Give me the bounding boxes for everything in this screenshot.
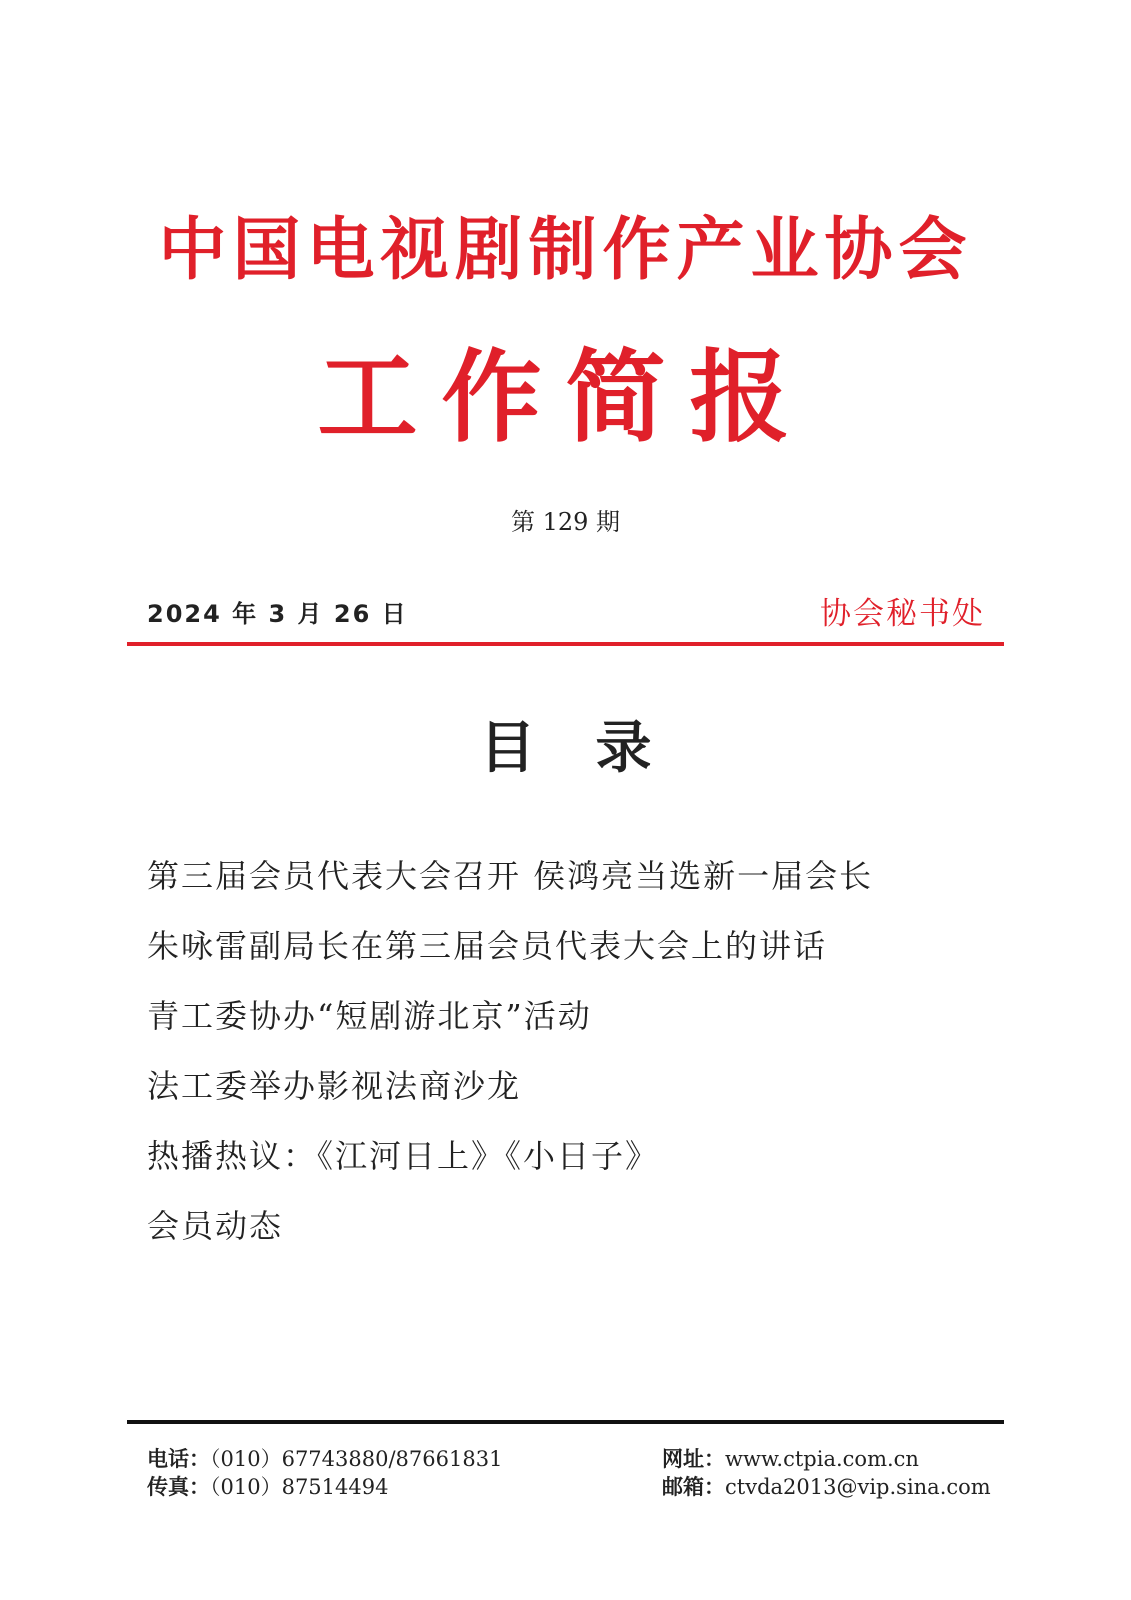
phone-value: （010）67743880/87661831 xyxy=(210,1447,503,1471)
toc-item: 第三届会员代表大会召开 侯鸿亮当选新一届会长 xyxy=(147,857,874,895)
fax-label: 传真： xyxy=(147,1474,210,1499)
issue-number: 第 129 期 xyxy=(510,508,621,536)
phone-line xyxy=(147,1445,502,1473)
email-label: 邮箱： xyxy=(662,1474,725,1499)
toc-item: 青工委协办“短剧游北京”活动 xyxy=(147,997,592,1035)
issuer-name: 协会秘书处 xyxy=(820,596,985,632)
toc-item: 朱咏雷副局长在第三届会员代表大会上的讲话 xyxy=(147,927,828,965)
email-value: ctvda2013@vip.sina.com xyxy=(725,1475,991,1499)
web-value: www.ctpia.com.cn xyxy=(725,1447,919,1471)
toc-list xyxy=(147,841,977,1261)
toc-item: 法工委举办影视法商沙龙 xyxy=(147,1067,522,1105)
report-title: 工作简报 xyxy=(317,338,814,456)
email-line xyxy=(662,1473,991,1501)
toc-item: 会员动态 xyxy=(147,1207,284,1245)
fax-line xyxy=(147,1473,502,1501)
contact-phone-fax xyxy=(147,1445,502,1501)
contact-web-email xyxy=(662,1445,991,1501)
footer-divider xyxy=(127,1420,1004,1424)
publish-date: 2024 年 3 月 26 日 xyxy=(147,600,408,628)
toc-item: 热播热议：《江河日上》《小日子》 xyxy=(147,1137,660,1175)
web-line xyxy=(662,1445,991,1473)
organization-title: 中国电视剧制作产业协会 xyxy=(158,210,973,290)
fax-value: （010）87514494 xyxy=(210,1475,389,1499)
phone-label: 电话： xyxy=(147,1446,210,1471)
header-divider xyxy=(127,642,1004,646)
toc-heading: 目录 xyxy=(479,715,712,781)
web-label: 网址： xyxy=(662,1446,725,1471)
